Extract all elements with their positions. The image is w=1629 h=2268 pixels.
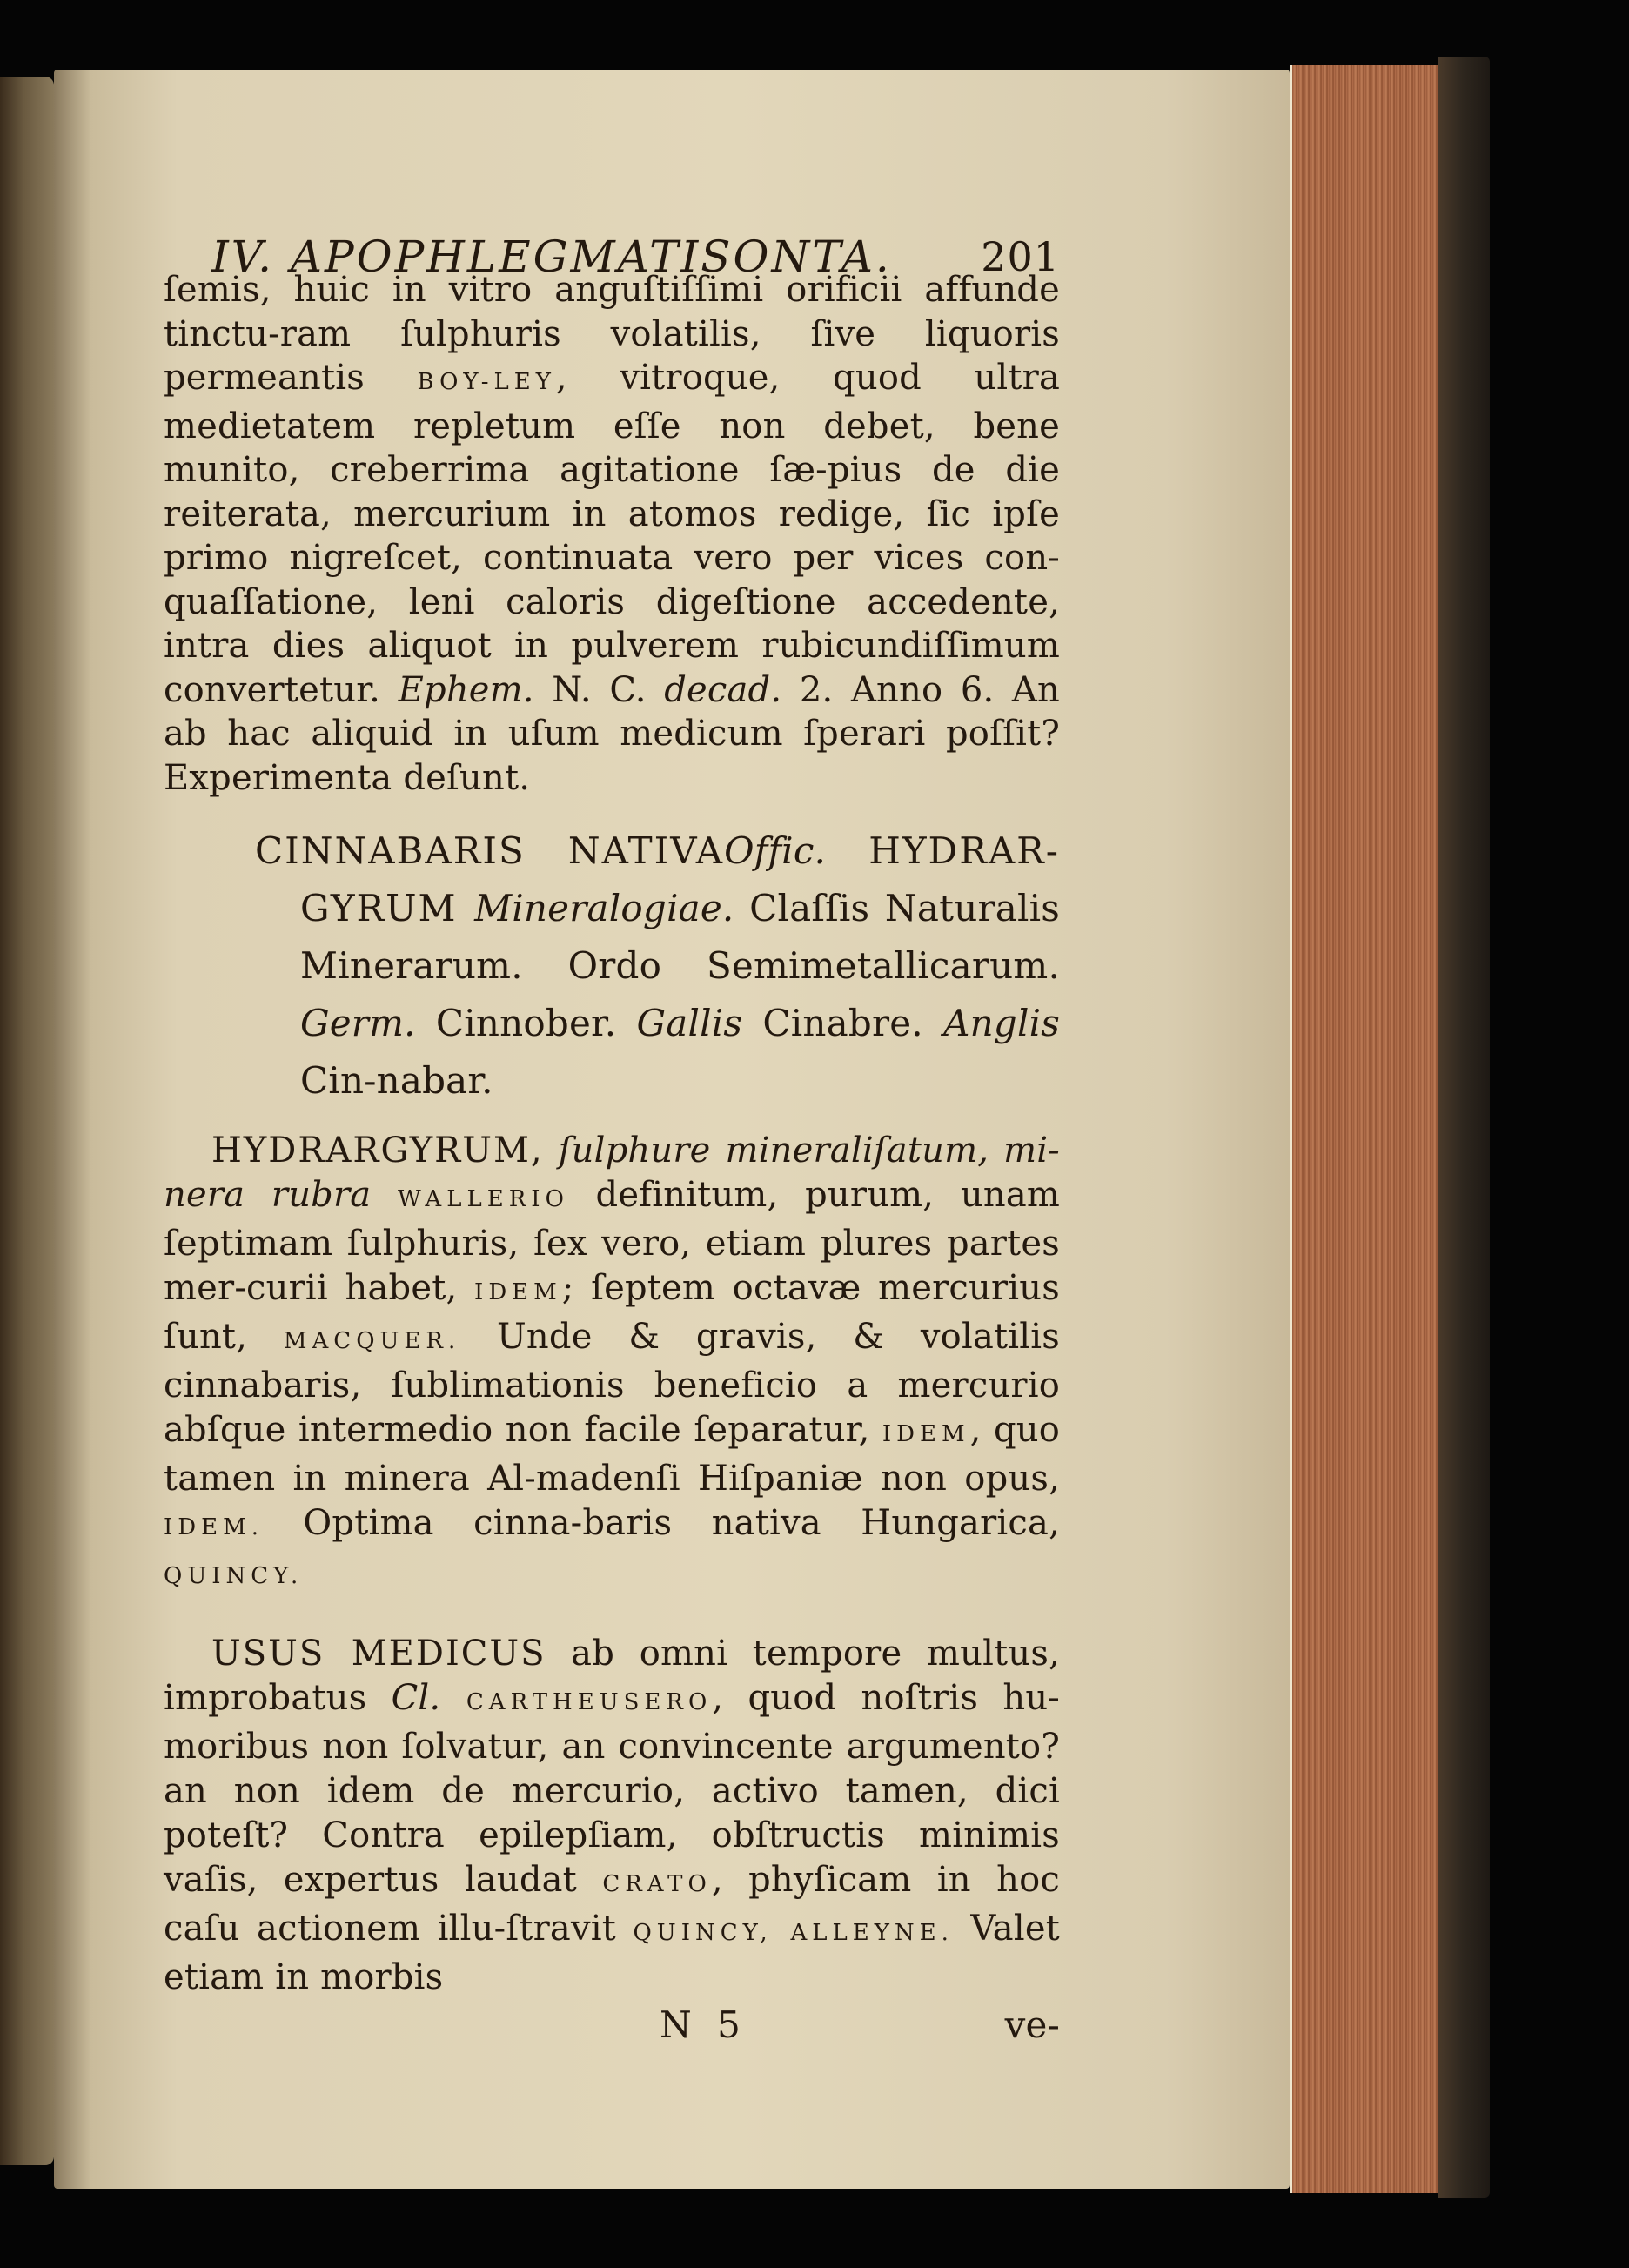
left-page-edge xyxy=(0,77,54,2165)
page-fore-edge xyxy=(1290,65,1440,2193)
entry-heading xyxy=(255,822,1060,1110)
italic-run: Gallis xyxy=(636,1002,743,1044)
author-name: QUINCY, ALLEYNE. xyxy=(633,1920,954,1946)
text-run: Cin-nabar. xyxy=(300,1059,493,1102)
page-number: 201 xyxy=(981,233,1060,280)
entry-name: CINNABARIS NATIVA xyxy=(255,829,725,872)
text-run: , quo tamen in minera Al-madenſi Hiſpaniæ non opus, xyxy=(164,1410,1060,1499)
italic-run: Cl. xyxy=(391,1678,441,1718)
italic-run: decad. xyxy=(664,669,782,710)
author-name: MACQUER. xyxy=(283,1328,461,1354)
text-run: N. C. xyxy=(533,669,665,710)
italic-run: Anglis xyxy=(943,1002,1060,1044)
author-name: IDEM xyxy=(474,1279,562,1305)
text-run: , quod noſtris hu-moribus non ſolvatur, an convincente argumento? an non idem de mercurio, activo tamen, dici poteſt? Contra epilepſiam, obſtructis minimis vaſis, expertus laudat xyxy=(164,1678,1060,1900)
text-run: Cinnober. xyxy=(415,1002,637,1044)
author-name: CRATO xyxy=(602,1871,712,1897)
paragraph-hydrargyrum xyxy=(164,1129,1060,1599)
paragraph-usus-medicus xyxy=(164,1632,1060,2000)
text-run: ; ſeptem octavæ mercurius ſunt, xyxy=(164,1268,1060,1357)
italic-run: Mineralogiae. xyxy=(474,887,734,929)
text-run: , phyſicam in hoc caſu actionem illu-ſtravit xyxy=(164,1860,1060,1949)
author-name: QUINCY. xyxy=(164,1563,304,1589)
author-name: WALLERIO xyxy=(398,1186,569,1212)
running-header xyxy=(164,200,1060,282)
author-name: IDEM xyxy=(882,1421,970,1447)
running-title: IV. APOPHLEGMATISONTA. xyxy=(211,231,892,282)
text-run: Optima cinna-baris nativa Hungarica, xyxy=(263,1503,1060,1543)
italic-run: Germ. xyxy=(300,1002,416,1044)
page-footer xyxy=(164,2003,1060,2056)
catchword: ve- xyxy=(1004,2003,1060,2046)
author-name: BOY-LEY xyxy=(417,369,556,395)
italic-run: ſulphure mineraliſatum, mi-nera rubra xyxy=(164,1131,1060,1215)
author-name: CARTHEUSERO xyxy=(440,1689,713,1715)
text-run: ſemis, huic in vitro anguſtiſſimi orificii affunde tinctu-ram ſulphuris volatilis, ſive liquoris permeantis xyxy=(164,270,1060,398)
lead-word: HYDRARGYRUM, xyxy=(211,1131,544,1171)
text-run: Claſſis Naturalis Minerarum. Ordo Semimetallicarum. xyxy=(300,887,1060,987)
signature-mark: N 5 xyxy=(660,2003,747,2046)
text-run: Unde & gravis, & volatilis cinnabaris, ſublimationis beneficio a mercurio abſque intermedio non facile ſeparatur, xyxy=(164,1317,1060,1450)
italic-run: Ephem. xyxy=(398,669,534,710)
book-cover-edge xyxy=(1438,57,1490,2198)
entry-name: HYDRAR-GYRUM xyxy=(300,829,1060,929)
text-run: ab omni tempore multus, improbatus xyxy=(164,1634,1060,1718)
text-run: definitum, purum, unam ſeptimam ſulphuris, ſex vero, etiam plures partes mer-curii habet, xyxy=(164,1175,1060,1308)
author-name: IDEM. xyxy=(164,1514,264,1540)
page-text-block xyxy=(164,200,1060,2056)
text-run: , vitroque, quod ultra medietatem repletum eſſe non debet, bene munito, creberrima agitatione ſæ-pius de die reiterata, mercurium in atomos redige, ſic ipſe primo nigreſcet, continuata vero per vices con-quaſſatione, leni caloris digeſtione accedente, intra dies aliquot in pulverem rubicundiſſimum convertetur. xyxy=(164,358,1061,710)
text-run: 2. Anno 6. An ab hac aliquid in uſum medicum ſperari poſſit? Experimenta deſunt. xyxy=(164,669,1060,798)
paragraph-continued xyxy=(164,268,1060,800)
italic-run: Offic. xyxy=(724,829,827,872)
text-run: Valet etiam in morbis xyxy=(164,1909,1060,1997)
lead-word: USUS MEDICUS xyxy=(211,1634,546,1674)
text-run: Cinabre. xyxy=(742,1002,944,1044)
